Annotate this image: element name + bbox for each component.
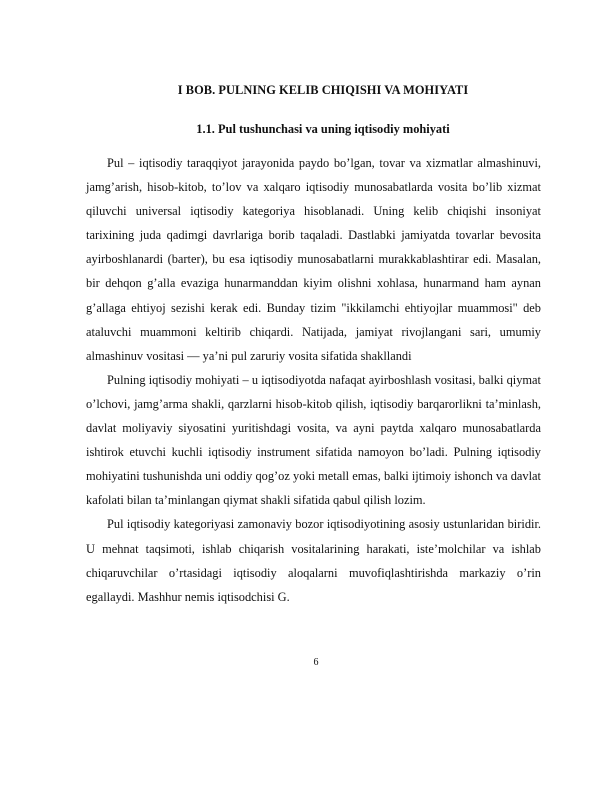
body-text [86, 151, 541, 609]
paragraph: Pul – iqtisodiy taraqqiyot jarayonida paydo bo’lgan, tovar va xizmatlar almashinuvi, jamg’arish, hisob-kitob, to’lov va xalqaro iqtisodiy munosabatlarda vosita bo’lib xizmat qiluvchi universal iqtisodiy kategoriya hisoblanadi. Uning kelib chiqishi insoniyat tarixining juda qadimgi davrlariga borib taqaladi. Dastlabki jamiyatda tovarlar bevosita ayirboshlanardi (barter), bu esa iqtisodiy munosabatlarni murakkablashtirar edi. Masalan, bir dehqon g’alla evaziga hunarmanddan kiyim olishni xohlasa, hunarmand ham aynan g’allaga ehtiyoj sezishi kerak edi. Bunday tizim "ikkilamchi ehtiyojlar muammosi" deb ataluvchi muammoni keltirib chiqardi. Natijada, jamiyat rivojlangani sari, umumiy almashinuv vositasi — ya’ni pul zaruriy vosita sifatida shakllandi [86, 156, 541, 363]
paragraph: Pulning iqtisodiy mohiyati – u iqtisodiyotda nafaqat ayirboshlash vositasi, balki qiymat o’lchovi, jamg’arma shakli, qarzlarni hisob-kitob qilish, iqtisodiy barqarorlikni ta’minlash, davlat moliyaviy siyosatini yuritishdagi vosita, va ayni paytda xalqaro munosabatlarda ishtirok etuvchi kuchli iqtisodiy instrument sifatida namoyon bo’ladi. Pulning iqtisodiy mohiyatini tushunishda uni oddiy qog’oz yoki metall emas, balki ijtimoiy ishonch va davlat kafolati bilan ta’minlangan qiymat shakli sifatida qabul qilish lozim. [86, 372, 541, 508]
chapter-title: I BOB. PULNING KELIB CHIQISHI VA MOHIYATI [177, 83, 469, 97]
section-title: 1.1. Pul tushunchasi va uning iqtisodiy mohiyati [196, 122, 450, 136]
paragraph: Pul iqtisodiy kategoriyasi zamonaviy bozor iqtisodiyotining asosiy ustunlaridan biridir. U mehnat taqsimoti, ishlab chiqarish vositalarining harakati, iste’molchilar va ishlab chiqaruvchilar o’rtasidagi iqtisodiy aloqalarni muvofiqlashtirishda markaziy o’rin egallaydi. Mashhur nemis iqtisodchisi G. [86, 517, 541, 604]
page-number: 6 [313, 657, 319, 668]
